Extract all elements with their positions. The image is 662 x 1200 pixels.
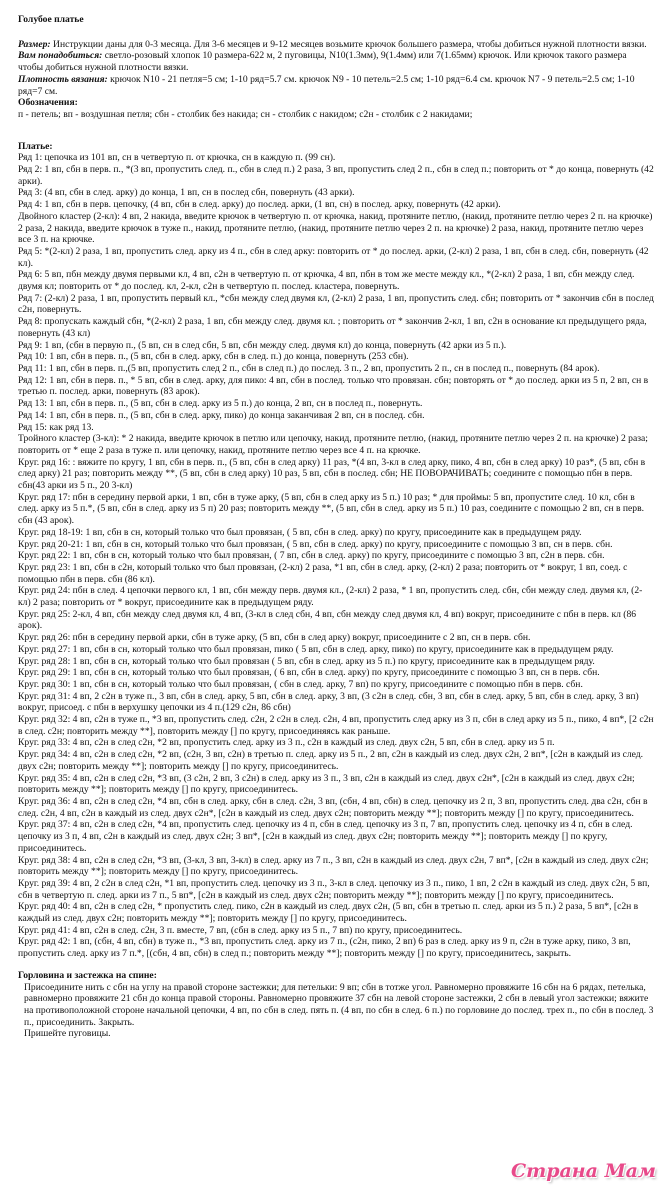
- pattern-row: Круг. ряд 36: 4 вп, с2н в след с2н, *4 вп, сбн в след. арку, сбн в след. с2н, 3 вп, (сбн, 4 вп, сбн) в след. цепочку из 2 п, 3 вп, пропустить след. два с2н, сбн в след. с2н, 4 вп, с2н в каждый из след. двух с2н*, [с2н в каждый из след. двух с2н; повторить между **]; повторить между [] по кругу, присоединитесь.: [18, 796, 648, 819]
- neck-title: Горловина и застежка на спине:: [18, 969, 157, 981]
- pattern-row: Круг. ряд 16: : вяжите по кругу, 1 вп, сбн в перв. п., (5 вп, сбн в след арку) 11 раз, *(4 вп, 3-кл в след арку, пико, 4 вп, сбн в след арку) 10 раз*, (5 вп, сбн в след арку) 21 раз; повторить между **, (5 вп, сбн в след арку) 10 раз, 5 вп, сбн в послед. сбн; НЕ ПОВОРАЧИВАТЬ; соедините с помощью пбн в перв. сбн(43 арки из 5 п., 20 3-кл): [18, 456, 646, 492]
- pattern-row: Круг. ряд 20-21: 1 вп, сбн в сн, который только что был провязан, ( 5 вп, сбн в след. арку) по кругу, присоедините с помощью 3 вп, сн в перв. сбн.: [18, 538, 613, 550]
- pattern-row: Ряд 8: пропускать каждый сбн, *(2-кл) 2 раза, 1 вп, сбн между след. двумя кл. ; повторить от * закончив 2-кл, 1 вп, с2н в основание кл предыдущего ряда, повернуть (43 кл): [18, 316, 647, 339]
- pattern-row: Круг. ряд 17: пбн в середину первой арки, 1 вп, сбн в туже арку, (5 вп, сбн в след арку из 5 п.) 10 раз; * для проймы: 5 вп, пропустите след. 10 кл, сбн в след. арку из 5 п.*, (5 вп, сбн в след. арку из 5 п) 20 раз; повторить между **, (5 вп, сбн в след. арку из 5 п.) 10 раз, соедините с помощью 2 вп, сн в перв. сбн (43 арок).: [18, 491, 645, 527]
- pattern-row: Ряд 5: *(2-кл) 2 раза, 1 вп, пропустить след. арку из 4 п., сбн в след арку: повторить от * до послед. арки, (2-кл) 2 раза, 1 вп, сбн в след. сбн, повернуть (42 кл).: [18, 245, 649, 269]
- pattern-row: Ряд 14: 1 вп, сбн в перв. п., (5 вп, сбн в след. арку, пико) до конца заканчивая 2 вп, сн в послед. сбн.: [18, 409, 425, 421]
- pattern-row: Круг. ряд 30: 1 вп, сбн в сн, который только что был провязан, ( сбн в след. арку, 7 вп) по кругу, присоедините с помощью пбн в перв. сбн.: [18, 678, 583, 690]
- pattern-row: Круг. ряд 27: 1 вп, сбн в сн, который только что был провязан, пико ( 5 вп, сбн в след. арку, пико) по кругу, присоедините как в предыдущем ряду.: [18, 643, 614, 655]
- abbrev-text: п - петель; вп - воздушная петля; сбн - столбик без накида; сн - столбик с накидом; с2н - столбик с 2 накидами;: [18, 108, 473, 120]
- neck-last: Пришейте пуговицы.: [24, 1028, 111, 1040]
- document-title: Голубое платье: [18, 14, 84, 25]
- pattern-row: Ряд 2: 1 вп, сбн в перв. п., *(3 вп, пропустить след. п., сбн в след п.) 2 раза, 3 вп, пропустить след 2 п., сбн в след п.; повторить от * до конца, повернуть (42 арки).: [18, 164, 654, 187]
- pattern-row: Круг. ряд 38: 4 вп, с2н в след с2н, *3 вп, (3-кл, 3 вп, 3-кл) в след. арку из 7 п., 3 вп, с2н в каждый из след. двух с2н, 7 вп*, [с2н в каждый из след. двух с2н; повторить между **]; повторить между [] по кругу, присоединитесь.: [18, 854, 649, 878]
- pattern-row: Круг. ряд 37: 4 вп, с2н в след с2н, *4 вп, пропустить след. цепочку из 4 п, сбн в след. цепочку из 3 п, 7 вп, пропустить след. цепочку из 4 п, сбн в след. цепочку из 3 п, 4 вп, с2н в каждый из след. двух с2н; 3 вп*, [с2н в каждый из след. двух с2н; повторить между **]; повторить между [] по кругу, присоединитесь.: [18, 819, 633, 854]
- pattern-row: Круг. ряд 25: 2-кл, 4 вп, сбн между след двумя кл, 4 вп, (3-кл в след сбн, 4 вп, сбн между след двумя кл, 4 вп) вокруг, присоедините с пбн в перв. кл (86 арок).: [18, 608, 637, 632]
- pattern-row: Круг. ряд 39: 4 вп, 2 с2н в след с2н, *1 вп, пропустить след. цепочку из 3 п., 3-кл в след. цепочку из 3 п., пико, 1 вп, 2 с2н в каждый из след. двух с2н, 5 вп, сбн в четвертую п. след. арки из 7 п., 5 вп*, [с2н в каждый из след. двух с2н; повторить между **]; повторить между [] по кругу, присоединитесь.: [18, 877, 650, 901]
- pattern-row: Круг. ряд 35: 4 вп, с2н в след с2н, *3 вп, (3 с2н, 2 вп, 3 с2н) в след. арку из 3 п., 3 вп, с2н в каждый из след. двух с2н*, [с2н в каждый из след. двух с2н; повторить между **]; повторить между [] по кругу, присоединитесь.: [18, 772, 635, 796]
- pattern-row: Круг. ряд 40: 4 вп, с2н в след с2н, * пропустить след. пико, с2н в каждый из след. двух с2н, (5 вп, сбн в третью п. след. арки из 5 п.) 2 раза, 5 вп*, [с2н в каждый из след. двух с2н; повторить между **]; повторить между [] по кругу, присоединитесь.: [18, 901, 639, 925]
- pattern-row: Круг. ряд 31: 4 вп, 2 с2н в туже п., 3 вп, сбн в след. арку, 5 вп, сбн в след. арку, 3 вп, (3 с2н в след. сбн, 3 вп, сбн в след. арку, 5 вп, сбн в след. арку, 3 вп) вокруг, присоед. с пбн в верхушку цепочки из 4 п.(129 с2н, 86 сбн): [18, 690, 639, 714]
- site-watermark-logo: Страна Мам: [510, 1160, 656, 1183]
- pattern-row: Круг. ряд 42: 1 вп, (сбн, 4 вп, сбн) в туже п., *3 вп, пропустить след. арку из 7 п., (с2н, пико, 2 вп) 6 раз в след. арку из 9 п, с2н в туже арку, пико, 3 вп, пропустить след. арку из 7 п.*, [(сбн, 4 вп, сбн) в след п.; повторить между **]; повторить между [] по кругу, присоединитесь, закрыть.: [18, 936, 631, 960]
- pattern-row: Ряд 15: как ряд 13.: [18, 421, 94, 433]
- pattern-row: Ряд 7: (2-кл) 2 раза, 1 вп, пропустить первый кл., *сбн между след двумя кл, (2-кл) 2 раза, 1 вп, пропустить след. сбн; повторить от * закончив сбн в послед с2н, повернуть.: [18, 292, 654, 316]
- materials-label: Вам понадобиться:: [18, 50, 103, 62]
- size-line: [18, 39, 654, 51]
- pattern-row: Ряд 3: (4 вп, сбн в след. арку) до конца, 1 вп, сн в послед сбн, повернуть (43 арки).: [18, 187, 355, 199]
- abbrev-title: Обозначения:: [18, 97, 78, 109]
- pattern-row: Ряд 9: 1 вп, (сбн в первую п., (5 вп, сн в след сбн, 5 вп, сбн между след. двумя кл) до конца, повернуть (42 арки из 5 п.).: [18, 339, 507, 351]
- gauge-line: [18, 74, 654, 97]
- dress-title: Платье:: [18, 140, 53, 152]
- pattern-row: Круг. ряд 23: 1 вп, сбн в с2н, который только что был провязан, (2-кл) 2 раза, *1 вп, сбн в след. арку, (2-кл) 2 раза; повторить от * вокруг, 1 вп, соед. с помощью пбн в перв. сбн (86 кл).: [18, 561, 628, 585]
- gauge-label: Плотность вязания:: [18, 73, 108, 85]
- pattern-row: Круг. ряд 41: 4 вп, с2н в след. с2н, 3 п. вместе, 7 вп, (сбн в след. арку из 5 п., 7 вп) по кругу, присоединитесь.: [18, 924, 463, 936]
- size-text: Инструкции даны для 0-3 месяца. Для 3-6 месяцев и 9-12 месяцев возьмите крючок большего размера, чтобы добиться нужной плотности вязки.: [50, 38, 647, 50]
- neck-text: Присоедините нить с сбн на углу на правой стороне застежки; для петельки: 9 вп; сбн в тотже угол. Равномерно провяжите 16 сбн на 6 рядах, петелька, равномерно провяжите 21 сбн до конца правой стороны. Равномерно провяжите 37 сбн на левой стороне застежки, 2 сбн в левый угол застежки; вяжите на противоположной стороне начальной цепочки, 4 вп, по сбн в след. пять п. (4 вп, по сбн в след. 6 п.) по горловине до послед. трех п., по сбн в послед. 3 п., присоединить. Закрыть.: [24, 981, 654, 1028]
- pattern-row: Круг. ряд 33: 4 вп, с2н в след с2н, *2 вп, пропустить след. арку из 3 п., с2н в каждый из след. двух с2н, 5 вп, сбн в след. арку из 5 п.: [18, 737, 555, 749]
- document-body: [18, 4, 654, 1040]
- pattern-row: Круг. ряд 32: 4 вп, с2н в туже п., *3 вп, пропустить след. с2н, 2 с2н в след. с2н, 4 вп, пропустить след арку из 3 п, сбн в след арку из 5 п., пико, 4 вп*, [2 с2н в след. с2н; повторить между **], повторить между [] по кругу, присоединяясь как раньше.: [18, 714, 654, 737]
- pattern-row: Круг. ряд 22: 1 вп, сбн в сн, который только что был провязан, ( 7 вп, сбн в след. арку) по кругу, присоедините с помощью 3 вп, с2н в перв. сбн.: [18, 550, 605, 562]
- pattern-row: Круг. ряд 26: пбн в середину первой арки, сбн в туже арку, (5 вп, сбн в след арку) вокруг, присоедините с 2 вп, сн в перв. сбн.: [18, 632, 531, 644]
- pattern-row: Двойного кластер (2-кл): 4 вп, 2 накида, введите крючок в четвертую п. от крючка, накид, протяните петлю, (накид, протяните петлю через 2 п. на крючке) 2 раза, 2 накида, введите крючок в туже п., накид, протяните петлю, (накид, протяните петлю через 2 п. на крючке) 2 раза, накид, протяните петлю через все 3 п. на крючке.: [18, 210, 653, 246]
- pattern-row: Круг. ряд 34: 4 вп, с2н в след с2н, *2 вп, (с2н, 3 вп, с2н) в третью п. след. арку из 5 п., 2 вп, с2н в каждый из след. двух с2н, 2 вп*, [с2н в каждый из след. двух с2н; повторить между **]; повторить между [] по кругу, присоединитесь.: [18, 749, 644, 772]
- pattern-row: Ряд 11: 1 вп, сбн в перв. п.,(5 вп, пропустить след 2 п., сбн в след п.) до послед. 3 п., 2 вп, пропустить 2 п., сн в послед п., повернуть (84 арок).: [18, 362, 600, 374]
- size-label: Размер:: [18, 38, 51, 50]
- pattern-row: Круг. ряд 18-19: 1 вп, сбн в сн, который только что был провязан, ( 5 вп, сбн в след. арку) по кругу, присоедините как в предыдущем ряду.: [18, 526, 582, 538]
- pattern-row: Ряд 6: 5 вп, пбн между двумя первыми кл, 4 вп, с2н в четвертую п. от крючка, 4 вп, пбн в том же месте между кл., *(2-кл) 2 раза, 1 вп, сбн между след. двумя кл; повторить от * до послед. кл, 2-кл, с2н в четвертую п. послед. кластера, повернуть.: [18, 269, 635, 293]
- materials-line: [18, 50, 654, 73]
- header-block: [18, 39, 654, 121]
- pattern-row: Круг. ряд 24: пбн в след. 4 цепочки первого кл, 1 вп, сбн между перв. двумя кл., (2-кл) 2 раза, * 1 вп, пропустить след. сбн, сбн между след. двумя кл, (2-кл) 2 раза; повторить от * вокруг, присоедините как в предыдущем ряду.: [18, 585, 643, 609]
- materials-text: светло-розовый хлопок 10 размера-622 м, 2 пуговицы, N10(1.3мм), 9(1.4мм) или 7(1.65мм) крючок. Или крючок такого размера чтобы добиться нужной плотности вязки.: [18, 50, 627, 74]
- gauge-text: крючок N10 - 21 петля=5 см; 1-10 ряд=5.7 см. крючок N9 - 10 петель=2.5 см; 1-10 ряд=6.4 см. крючок N7 - 9 петель=2.5 см; 1-10 ряд=7 см.: [18, 73, 635, 97]
- pattern-row: Ряд 1: цепочка из 101 вп, сн в четвертую п. от крючка, сн в каждую п. (99 сн).: [18, 152, 336, 164]
- pattern-row: Круг. ряд 29: 1 вп, сбн в сн, который только что был провязан, ( 6 вп, сбн в след. арку) по кругу, присоедините с помощью 3 вп, сн в перв. сбн.: [18, 667, 600, 679]
- pattern-row: Ряд 10: 1 вп, сбн в перв. п., (5 вп, сбн в след. арку, сбн в след. п.) до конца, повернуть (253 сбн).: [18, 351, 409, 363]
- pattern-row: Ряд 12: 1 вп, сбн в перв. п., * 5 вп, сбн в след. арку, для пико: 4 вп, сбн в послед. только что провязан. сбн; повторять от * до послед. арки из 5 п, 2 вп, сн в третью п. послед. арки, повернуть (83 арок).: [18, 374, 649, 398]
- pattern-row: Ряд 4: 1 вп, сбн в перв. цепочку, (4 вп, сбн в след. арку) до послед. арки, (1 вп, сн) в послед. арку, повернуть (42 арки).: [18, 199, 501, 211]
- pattern-row: Тройного кластер (3-кл): * 2 накида, введите крючок в петлю или цепочку, накид, протяните петлю, (накид, протяните петлю через 2 п. на крючке) 2 раза; повторить от * еще 2 раза в туже п. или цепочку, накид, протяните петлю через все 4 п. на крючке.: [18, 433, 648, 456]
- pattern-row: Круг. ряд 28: 1 вп, сбн в сн, который только что был провязан ( 5 вп, сбн в след. арку из 5 п.) по кругу, присоедините как в предыдущем ряду.: [18, 655, 595, 667]
- pattern-row: Ряд 13: 1 вп, сбн в перв. п., (5 вп, сбн в след. арку из 5 п.) до конца, 2 вп, сн в послед п., повернуть.: [18, 398, 423, 410]
- dress-rows-list: [18, 152, 654, 960]
